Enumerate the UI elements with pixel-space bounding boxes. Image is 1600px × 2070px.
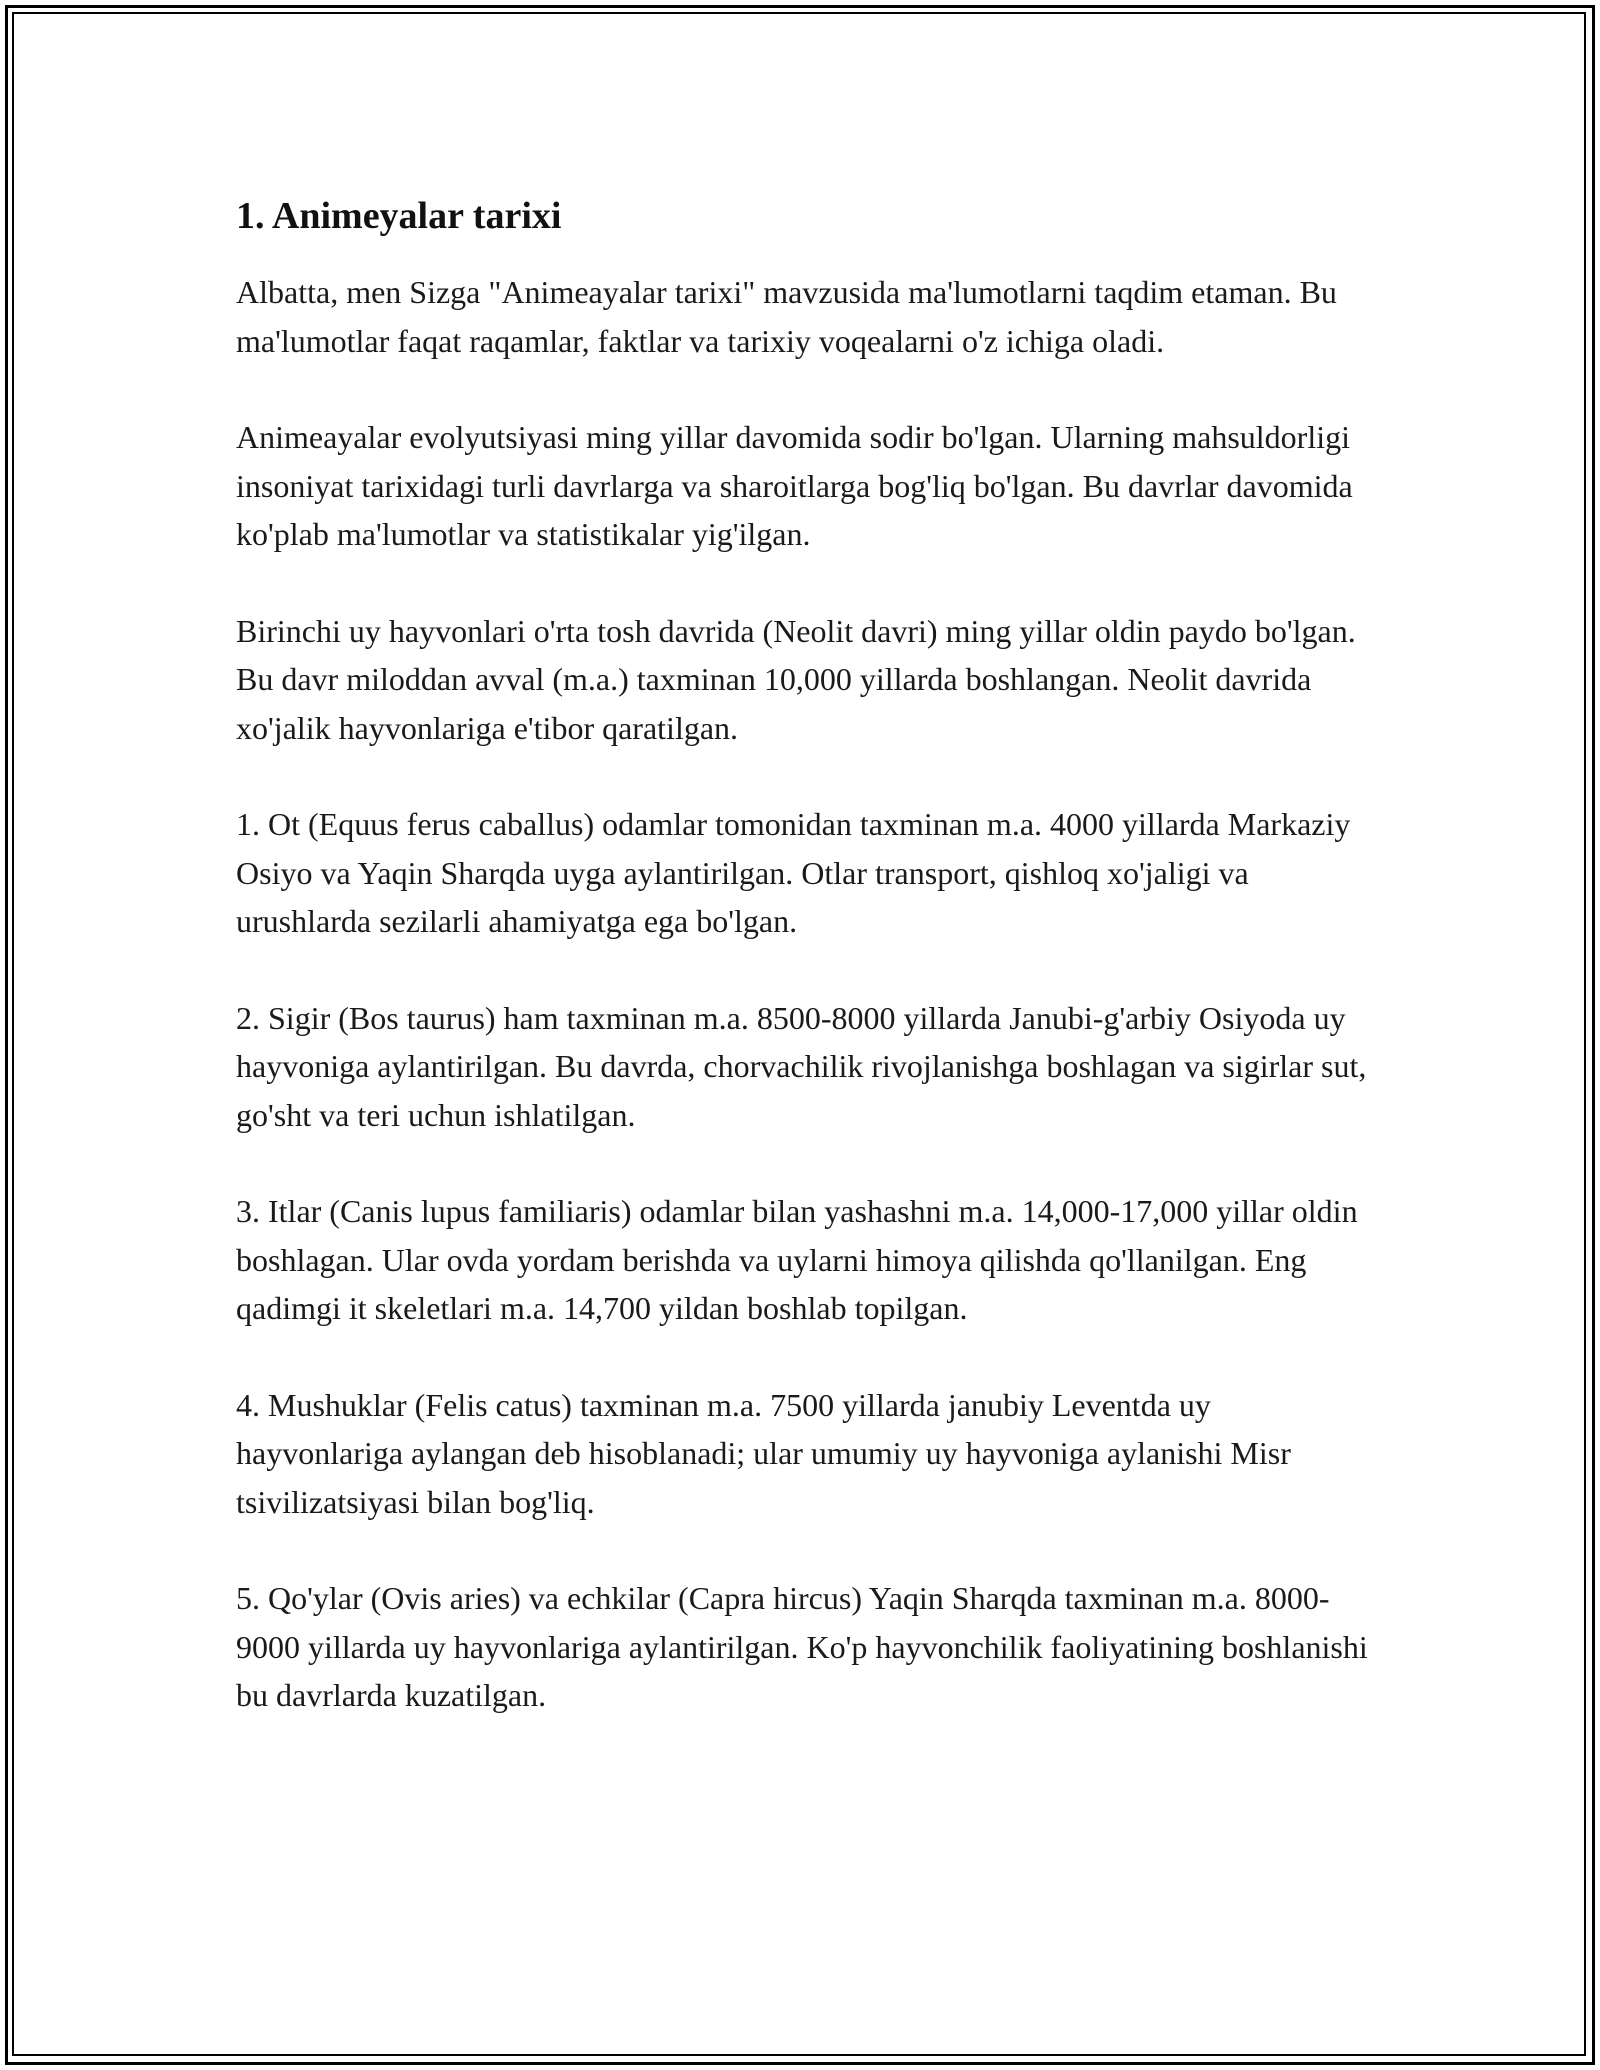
paragraph-sheep-goat: 5. Qo'ylar (Ovis aries) va echkilar (Capra hircus) Yaqin Sharqda taxminan m.a. 8000-9000 yillarda uy hayvonlariga aylantirilgan. Ko'p hayvonchilik faoliyatining boshlanishi bu davrlarda kuzatilgan. [236,1580,1368,1713]
paragraph-cat: 4. Mushuklar (Felis catus) taxminan m.a. 7500 yillarda janubiy Leventda uy hayvonlariga aylangan deb hisoblanadi; ular umumiy uy hayvoniga aylanishi Misr tsivilizatsiyasi bilan bog'liq. [236,1386,1291,1520]
paragraph-evolution: Animeayalar evolyutsiyasi ming yillar davomida sodir bo'lgan. Ularning mahsuldorligi insoniyat tarixidagi turli davrlarga va sharoitlarga bog'liq bo'lgan. Bu davrlar davomida ko'plab ma'lumotlar va statistikalar yig'ilgan. [236,419,1353,552]
paragraph-intro: Albatta, men Sizga "Animeayalar tarixi" mavzusida ma'lumotlarni taqdim etaman. Bu ma'lumotlar faqat raqamlar, faktlar va tarixiy voqealarni o'z ichiga oladi. [236,274,1337,359]
paragraph-dog: 3. Itlar (Canis lupus familiaris) odamlar bilan yashashni m.a. 14,000-17,000 yillar oldin boshlagan. Ular ovda yordam berishda va uylarni himoya qilishda qo'llanilgan. Eng qadimgi it skeletlari m.a. 14,700 yildan boshlab topilgan. [236,1193,1358,1326]
paragraph-horse: 1. Ot (Equus ferus caballus) odamlar tomonidan taxminan m.a. 4000 yillarda Markaziy Osiyo va Yaqin Sharqda uyga aylantirilgan. Otlar transport, qishloq xo'jaligi va urushlarda sezilarli ahamiyatga ega bo'lgan. [236,806,1351,939]
paragraph-neolithic: Birinchi uy hayvonlari o'rta tosh davrida (Neolit davri) ming yillar oldin paydo bo'lgan. Bu davr miloddan avval (m.a.) taxminan 10,000 yillarda boshlangan. Neolit davrida xo'jalik hayvonlariga e'tibor qaratilgan. [236,612,1356,746]
document-body [236,186,1376,1768]
document-title: 1. Animeyalar tarixi [236,195,562,237]
paragraph-cow: 2. Sigir (Bos taurus) ham taxminan m.a. 8500-8000 yillarda Janubi-g'arbiy Osiyoda uy hayvoniga aylantirilgan. Bu davrda, chorvachilik rivojlanishga boshlagan va sigirlar sut, go'sht va teri uchun ishlatilgan. [236,999,1367,1133]
